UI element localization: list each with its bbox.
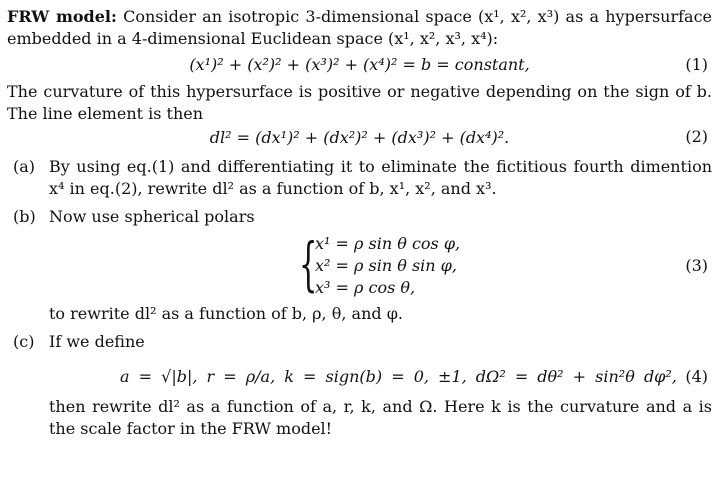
left-brace: { <box>299 230 318 299</box>
equation-3-number: (3) <box>685 256 708 276</box>
equation-1-content: (x¹)² + (x²)² + (x³)² + (x⁴)² = b = constant, <box>189 55 530 75</box>
item-c-after-text: then rewrite dl² as a function of a, r, k, and Ω. Here k is the curvature and a is the scale factor in the FRW model! <box>49 397 712 438</box>
item-b-continuation <box>7 303 712 325</box>
equation-2-content: dl² = (dx¹)² + (dx²)² + (dx³)² + (dx⁴)². <box>209 127 510 147</box>
item-b-text: Now use spherical polars <box>49 206 255 226</box>
equation-3-line-3: x³ = ρ cos θ, <box>315 278 416 298</box>
item-a <box>7 156 712 199</box>
item-c-text: If we define <box>49 331 145 351</box>
equation-3-line-1: x¹ = ρ sin θ cos φ, <box>315 234 461 254</box>
equation-3 <box>7 231 712 301</box>
item-c-label: (c) <box>13 331 35 351</box>
intro-title: FRW model: <box>7 7 117 26</box>
equation-3-line-2: x² = ρ sin θ sin φ, <box>315 256 457 276</box>
equation-2 <box>7 124 712 150</box>
equation-1-number: (1) <box>685 55 708 75</box>
item-b-after-text: to rewrite dl² as a function of b, ρ, θ, and φ. <box>49 304 403 324</box>
equation-4-content: a = √|b|, r = ρ/a, k = sign(b) = 0, ±1, dΩ² = dθ² + sin²θ dφ², <box>120 367 677 387</box>
item-c <box>7 331 712 353</box>
item-b-label: (b) <box>13 206 36 226</box>
item-a-label: (a) <box>13 157 36 177</box>
document-page <box>7 4 712 440</box>
equation-2-number: (2) <box>685 127 708 147</box>
equation-4 <box>7 360 712 396</box>
item-c-continuation <box>7 396 712 439</box>
equation-1 <box>7 49 712 81</box>
item-b <box>7 206 712 228</box>
curvature-paragraph: The curvature of this hypersurface is positive or negative depending on the sign of b. The line element is then <box>7 82 712 123</box>
item-a-text: By using eq.(1) and differentiating it to eliminate the fictitious fourth dimention x⁴ in eq.(2), rewrite dl² as a function of b, x¹, x², and x³. <box>49 157 712 198</box>
equation-4-number: (4) <box>685 367 708 387</box>
intro-paragraph <box>7 6 712 49</box>
equation-3-lines <box>315 233 460 299</box>
intro-text: Consider an isotropic 3-dimensional space (x¹, x², x³) as a hypersurface embedded in a 4-dimensional Euclidean space (x¹, x², x³, x⁴): <box>7 7 712 48</box>
